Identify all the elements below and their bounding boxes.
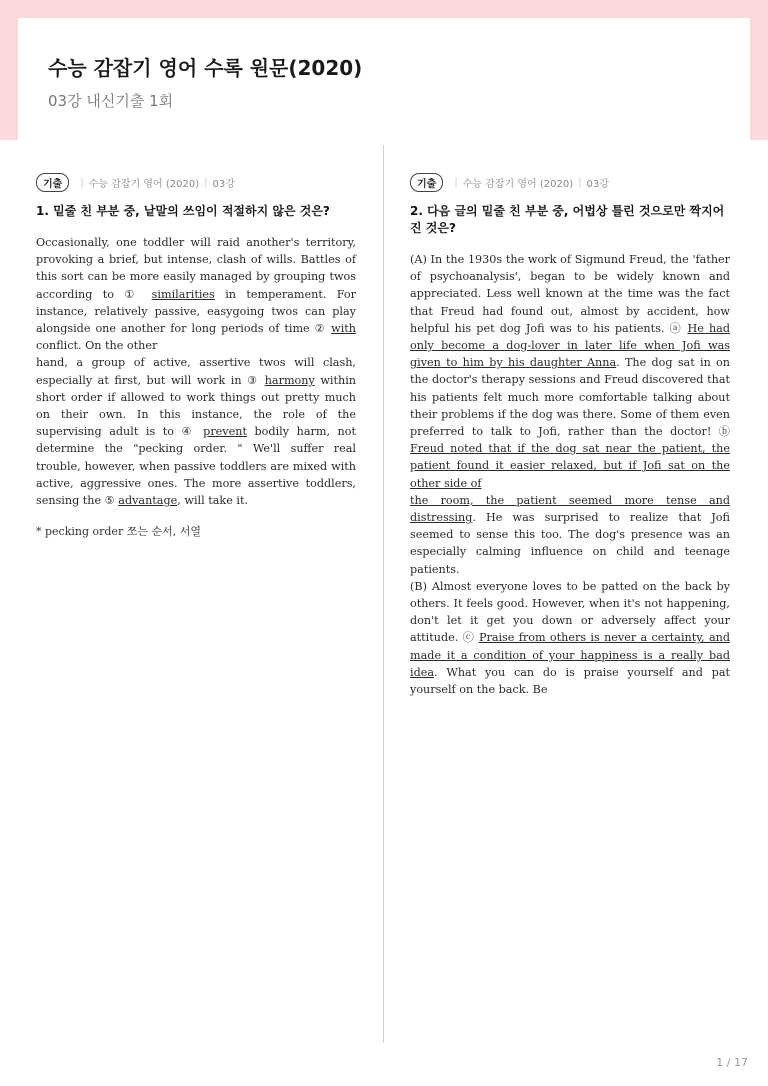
passage-text: (B) Almost everyone loves to be patted on the back by others. It feels good. However, when it's not happening, don't let it get you down or adversely affect your attitude. ⓒ: [410, 579, 730, 645]
question-1: [36, 173, 356, 539]
header-banner: [0, 0, 768, 140]
question-2-passage: [410, 251, 730, 698]
question-1-tagline: [36, 173, 356, 191]
passage-text: . He was surprised to realize that Jofi seemed to sense this too. The dog's presence was an especially calming influence on child and teenage patients.: [410, 511, 730, 576]
underlined-sentence-b-cont: the room, the patient seemed more tense and distressing: [410, 493, 730, 525]
passage-text: within short order if allowed to work things out pretty much on their own. In this instance, the role of the supervising adult is to ④: [36, 373, 356, 439]
underlined-word-4: prevent: [203, 425, 247, 439]
passage-text: . What you can do is praise yourself and pat yourself on the back. Be: [410, 665, 730, 697]
question-1-title: 1. 밑줄 친 부분 중, 낱말의 쓰임이 적절하지 않은 것은?: [36, 204, 330, 218]
passage-text: conflict. On the other: [36, 339, 158, 353]
question-1-badge: 기출: [36, 173, 69, 192]
document-subtitle: 03강 내신기출 1회: [48, 92, 174, 110]
tag-separator: |: [578, 176, 582, 188]
question-1-source: 수능 감잡기 영어 (2020): [88, 178, 200, 190]
document-title: 수능 감잡기 영어 수록 원문(2020): [48, 56, 363, 80]
underlined-sentence-c: Praise from others is never a certainty, and made it a condition of your happiness is a really bad idea: [410, 631, 730, 679]
passage-text: hand, a group of active, assertive twos will clash, especially at first, but will work in ③: [36, 356, 356, 387]
tag-separator: |: [80, 176, 84, 188]
question-1-lesson: 03강: [212, 178, 235, 190]
passage-text: (A) In the 1930s the work of Sigmund Freud, the 'father of psychoanalysis', began to be widely known and appreciated. Less well known at the time was the fact that Freud had found out, almost by accident, how helpful his pet dog Jofi was to his patients. ⓐ: [410, 253, 730, 335]
tag-separator: |: [454, 176, 458, 188]
question-2-tagline: [410, 173, 730, 191]
passage-text: in temperament. For instance, relatively passive, easygoing twos can play alongside one another for long periods of time ②: [36, 287, 356, 336]
question-2: [410, 173, 730, 698]
tag-separator: |: [204, 176, 208, 188]
column-divider: [383, 145, 384, 1043]
page-number: 1 / 17: [716, 1056, 748, 1069]
question-1-footnote: * pecking order 쪼는 순서, 서열: [36, 525, 201, 539]
underlined-word-3: harmony: [264, 373, 315, 387]
underlined-sentence-a: He had only become a dog-lover in later life when Jofi was given to him by his daughter Anna: [410, 321, 730, 370]
question-2-title: 2. 다음 글의 밑줄 친 부분 중, 어법상 틀린 것으로만 짝지어진 것은?: [410, 204, 725, 235]
question-2-source: 수능 감잡기 영어 (2020): [462, 178, 574, 190]
passage-text: . The dog sat in on the doctor's therapy sessions and Freud discovered that his patients felt much more comfortable talking about their problems if the dog was there. Some of them even preferred to talk to Jofi, rather than the doctor! ⓑ: [410, 356, 730, 439]
question-2-badge: 기출: [410, 173, 443, 192]
underlined-word-2: with: [331, 322, 356, 336]
underlined-word-1: similarities: [151, 287, 215, 301]
underlined-word-5: advantage: [118, 494, 178, 508]
question-1-passage: [36, 234, 356, 509]
underlined-sentence-b: Freud noted that if the dog sat near the patient, the patient found it easier relaxed, but if Jofi sat on the other side of: [410, 442, 730, 490]
passage-text: , will take it.: [177, 494, 248, 508]
header-card: [18, 18, 750, 140]
passage-text: Occasionally, one toddler will raid another's territory, provoking a brief, but intense, clash of wills. Battles of this sort can be more easily managed by grouping twos according to ①: [36, 236, 356, 301]
question-2-lesson: 03강: [586, 178, 609, 190]
passage-text: bodily harm, not determine the "pecking order. " We'll suffer real trouble, however, when passive toddlers are mixed with active, aggressive ones. The more assertive toddlers, sensing the ⑤: [36, 425, 356, 508]
